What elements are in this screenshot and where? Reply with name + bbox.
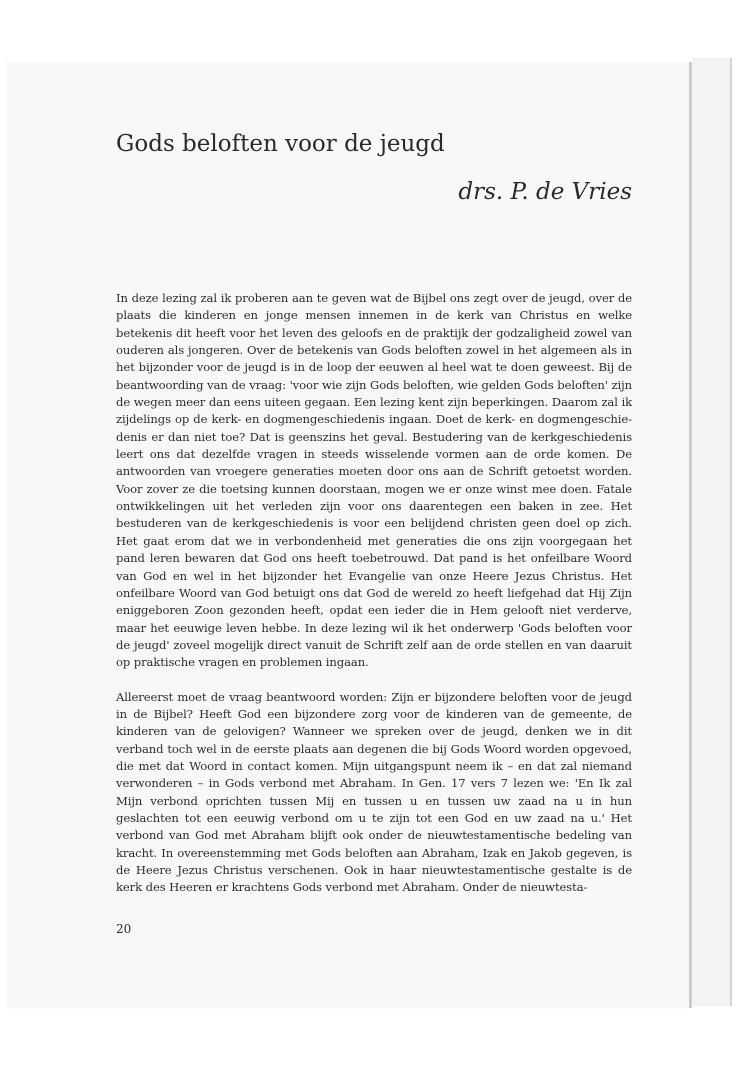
body-paragraph-2: Allereerst moet de vraag beantwoord worden: Zijn er bijzondere beloften voor de jeugd in de Bijbel? Heeft God een bijzondere zorg voor de kinderen van de gemeente, de kinderen van de gelovigen? Wanneer we spreken over de jeugd, denken we in dit verband toch wel in de eerste plaats aan degenen die bij Gods Woord worden opgevoed, die met dat Woord in contact komen. Mijn uitgangspunt neem ik – en dat zal niemand verwonderen – in Gods verbond met Abraham. In Gen. 17 vers 7 lezen we: 'En Ik zal Mijn verbond oprichten tussen Mij en tussen u en tussen uw zaad na u in hun geslachten tot een eeuwig verbond om u te zijn tot een God en uw zaad na u.' Het verbond van God met Abraham blijft ook onder de nieuwtestamentische bedeling van kracht. In overeenstemming met Gods beloften aan Abraham, Izak en Jakob gegeven, is de Heere Jezus Christus verschenen. Ook in haar nieuwtestamentische gestalte is de kerk des Heeren er krachtens Gods verbond met Abraham. Onder de nieuwtesta- <box>116 689 632 895</box>
article-author: drs. P. de Vries <box>458 179 632 205</box>
article-body <box>116 290 632 914</box>
next-page-sliver <box>692 58 731 1006</box>
next-page-edge <box>730 58 732 1006</box>
article-title: Gods beloften voor de jeugd <box>116 131 445 157</box>
body-paragraph-1: In deze lezing zal ik proberen aan te geven wat de Bijbel ons zegt over de jeugd, over de plaats die kinderen en jonge mensen innemen in de kerk van Christus en welke betekenis dit heeft voor het leven des geloofs en de praktijk der godzaligheid zowel van ouderen als jongeren. Over de betekenis van Gods beloften zowel in het algemeen als in het bijzonder voor de jeugd is in de loop der eeuwen al heel wat te doen geweest. Bij de beantwoording van de vraag: 'voor wie zijn Gods beloften, wie gelden Gods beloften' zijn de wegen meer dan eens uiteen gegaan. Een lezing kent zijn beperkingen. Daarom zal ik zijdelings op de kerk- en dogmengeschiedenis ingaan. Doet de kerk- en dogmengeschiedenis er dan niet toe? Dat is geenszins het geval. Bestudering van de kerkgeschiedenis leert ons dat dezelfde vragen in steeds wisselende vormen aan de orde komen. De antwoorden van vroegere generaties moeten door ons aan de Schrift getoetst worden. Voor zover ze die toetsing kunnen doorstaan, mogen we er onze winst mee doen. Fatale ontwikkelingen uit het verleden zijn voor ons daarentegen een baken in zee. Het bestuderen van de kerkgeschiedenis is voor een belijdend christen geen doel op zich. Het gaat erom dat we in verbondenheid met generaties die ons zijn voorgegaan het pand leren bewaren dat God ons heeft toebetrouwd. Dat pand is het onfeilbare Woord van God en wel in het bijzonder het Evangelie van onze Heere Jezus Christus. Het onfeilbare Woord van God betuigt ons dat God de wereld zo heeft liefgehad dat Hij Zijn eniggeboren Zoon gezonden heeft, opdat een ieder die in Hem gelooft niet verderve, maar het eeuwige leven hebbe. In deze lezing wil ik het onderwerp 'Gods beloften voor de jeugd' zoveel mogelijk direct vanuit de Schrift zelf aan de orde stellen en van daaruit op praktische vragen en problemen ingaan. <box>116 291 632 670</box>
page-number: 20 <box>116 922 132 936</box>
